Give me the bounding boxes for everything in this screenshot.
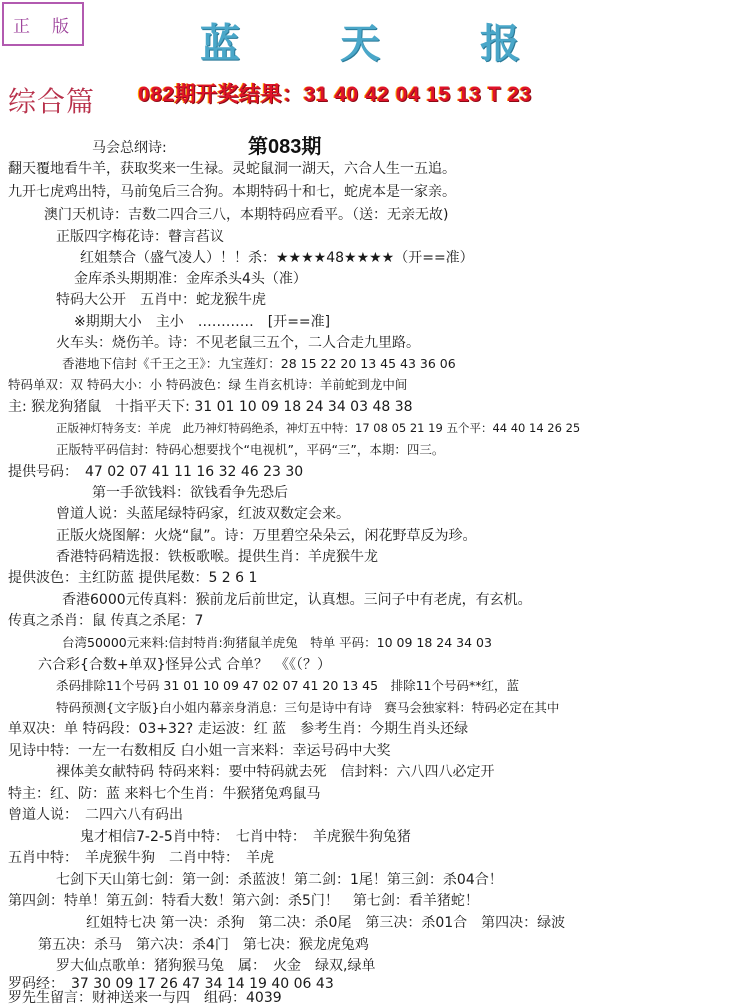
- text-line-24: 台湾50000元来料:信封特肖:狗猪鼠羊虎兔 特单 平码：10 09 18 24 34 03: [62, 635, 492, 650]
- text-line-33: 鬼才相信7-2-5肖中特： 七肖中特： 羊虎猴牛狗兔猪: [80, 829, 411, 845]
- text-line-9: ※期期大小 主小 ………… [开==准]: [74, 314, 331, 330]
- text-line-15: 正版特平码信封：特码心想要找个“电视机”，平码“三”，本期：四三。: [56, 442, 445, 457]
- text-line-6: 红姐禁合（盛气凌人）！！杀：★★★★48★★★★（开==准）: [80, 250, 474, 266]
- text-line-5: 正版四字梅花诗：瞽言萏议: [56, 229, 224, 245]
- text-line-28: 单双决：单 特码段：03+32? 走运波：红 蓝 参考生肖：今期生肖头还绿: [8, 721, 469, 737]
- text-line-4: 澳门天机诗：吉数二四合三八，本期特码应看平。（送：无亲无故): [44, 207, 449, 223]
- text-line-17: 第一手欲钱料：欲钱看争先恐后: [92, 485, 288, 501]
- text-line-10: 火车头：烧伤羊。诗：不见老鼠三五个，二人合走九里路。: [56, 335, 420, 351]
- text-line-18: 曾道人说：头蓝尾绿特码家，红波双数定会来。: [56, 506, 350, 522]
- text-line-35: 七剑下天山第七剑：第一剑：杀蓝波！第二剑：1尾！第三剑：杀04合！: [56, 872, 503, 888]
- text-line-11: 香港地下信封《千王之王》：九宝莲灯：28 15 22 20 13 45 43 36 06: [62, 356, 456, 371]
- text-line-39: 罗大仙点歌单：猪狗猴马兔 属： 火金 绿双,绿单: [56, 958, 376, 974]
- text-line-25: 六合彩{合数+单双}怪异公式 合单？ 《《（？）: [38, 657, 331, 673]
- text-line-38: 第五决：杀马 第六决：杀4门 第七决：猴龙虎兔鸡: [38, 937, 369, 953]
- title-char-2: 天: [340, 20, 380, 67]
- text-line-7: 金库杀头期期准：金库杀头4头（准）: [74, 271, 307, 287]
- text-line-16: 提供号码： 47 02 07 41 11 16 32 46 23 30: [8, 464, 304, 480]
- text-line-1: 马会总纲诗:: [92, 140, 167, 156]
- stamp-char-1: 正: [13, 16, 34, 37]
- issue-number: 第083期: [248, 136, 322, 158]
- text-line-41: 罗先生留言：财神送来一与四 组码：4039: [8, 990, 282, 1006]
- draw-result: 082期开奖结果：31 40 42 04 15 13 T 23: [138, 83, 532, 106]
- text-line-3: 九开七虎鸡出特，马前兔后三合狗。本期特码十和七，蛇虎本是一家亲。: [8, 184, 456, 200]
- text-line-13: 主: 猴龙狗猪鼠 十指平天下: 31 01 10 09 18 24 34 03 48 38: [8, 399, 413, 415]
- text-line-32: 曾道人说： 二四六八有码出: [8, 807, 183, 823]
- text-line-8: 特码大公开 五肖中：蛇龙猴牛虎: [56, 292, 266, 308]
- text-line-20: 香港特码精选报：铁板歌喉。提供生肖：羊虎猴牛龙: [56, 549, 378, 565]
- genuine-stamp: [2, 2, 84, 46]
- text-line-2: 翻天覆地看牛羊，获取奖来一生禄。灵蛇鼠洞一湖天，六合人生一五追。: [8, 161, 456, 177]
- title-char-1: 蓝: [200, 20, 240, 67]
- text-line-19: 正版火烧图解：火烧“鼠”。诗：万里碧空朵朵云，闲花野草反为珍。: [56, 528, 477, 544]
- text-line-22: 香港6000元传真料：猴前龙后前世定，认真想。三问子中有老虎，有玄机。: [62, 592, 532, 608]
- text-line-37: 红姐特七决 第一决：杀狗 第二决：杀0尾 第三决：杀01合 第四决：绿波: [86, 915, 566, 931]
- text-line-34: 五肖中特： 羊虎猴牛狗 二肖中特： 羊虎: [8, 850, 274, 866]
- text-line-31: 特主：红、防：蓝 来料七个生肖：牛猴猪兔鸡鼠马: [8, 786, 321, 802]
- section-title: 综合篇: [8, 85, 96, 118]
- page-title: [200, 12, 520, 69]
- title-char-3: 报: [480, 20, 520, 67]
- text-line-30: 裸体美女献特码 特码来料：要中特码就去死 信封料：六八四八必定开: [56, 764, 495, 780]
- text-line-14: 正版神灯特务支：羊虎 此乃神灯特码绝杀，神灯五中特：17 08 05 21 19 五个平：44 40 14 26 25: [56, 421, 581, 435]
- text-line-36: 第四剑：特单！第五剑：特看大数！第六剑：杀5门！ 第七剑：看羊猪蛇！: [8, 893, 479, 909]
- stamp-char-2: 版: [52, 16, 73, 37]
- text-line-29: 见诗中特：一左一右数相反 白小姐一言来料：幸运号码中大奖: [8, 743, 391, 759]
- text-line-27: 特码预测{文字版}白小姐内幕亲身消息：三句是诗中有诗 赛马会独家料：特码必定在其中: [56, 700, 560, 715]
- text-line-40: 罗码经： 37 30 09 17 26 47 34 14 19 40 06 43: [8, 976, 334, 992]
- text-line-12: 特码单双：双 特码大小：小 特码波色：绿 生肖玄机诗：羊前蛇到龙中间: [8, 377, 408, 392]
- text-line-23: 传真之杀肖：鼠 传真之杀尾：7: [8, 613, 204, 629]
- text-line-21: 提供波色：主红防蓝 提供尾数：5 2 6 1: [8, 570, 258, 586]
- text-line-26: 杀码排除11个号码 31 01 10 09 47 02 07 41 20 13 45 排除11个号码**红，蓝: [56, 678, 519, 693]
